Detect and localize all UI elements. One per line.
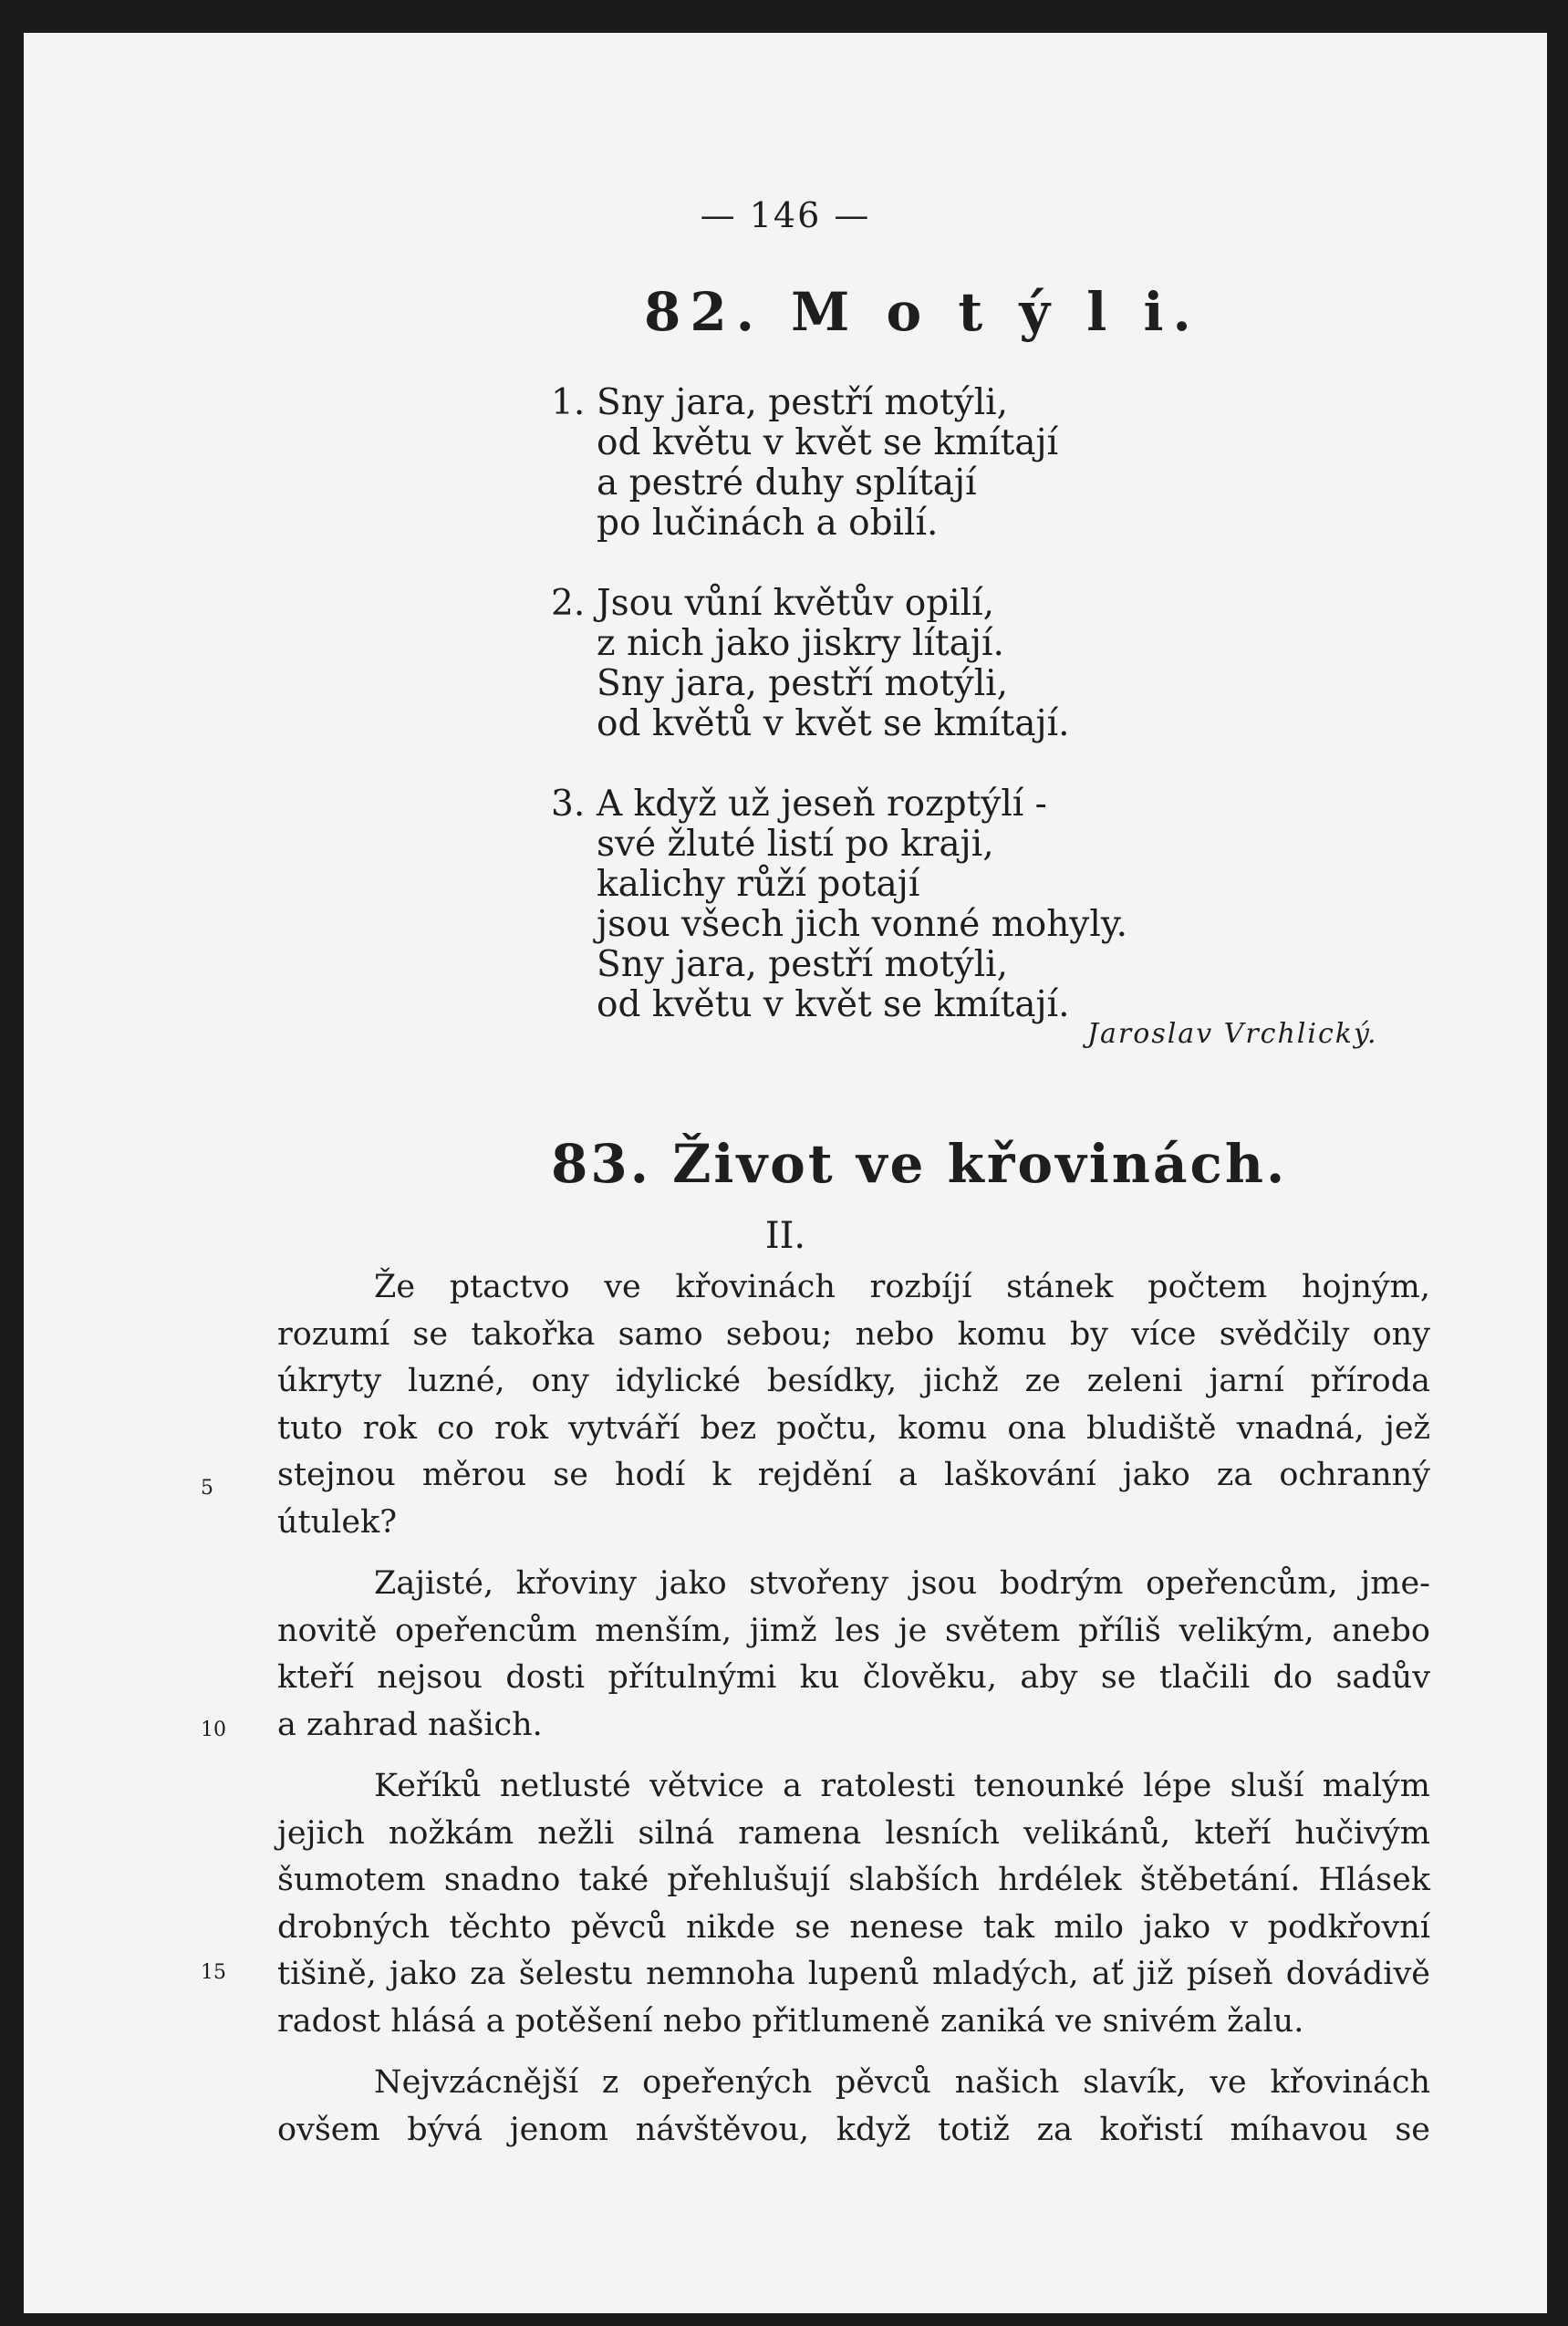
stanza-line: své žluté listí po kraji, [597,824,994,865]
stanza-line: a pestré duhy splítají [597,462,977,504]
paragraph-line: rozumí se takořka samo sebou; nebo komu by více svědčily ony [277,1315,1430,1353]
paragraph-line: drobných těchto pěvců nikde se nenese tak milo jako v podkřovní [277,1908,1430,1946]
stanza-number: 2. [551,583,586,624]
paragraph [277,2060,1430,2154]
poem-stanza-3 [551,784,1127,1025]
paragraph [277,1264,1430,1546]
paragraph-line: Že ptactvo ve křovinách rozbíjí stánek počtem hojným, [374,1269,1430,1305]
stanza-line: od květů v květ se kmítají. [597,703,1070,744]
stanza-line: od květu v květ se kmítají [597,422,1059,463]
stanza-line: po lučinách a obilí. [597,503,939,544]
poem-stanza-1 [551,383,1058,544]
stanza-line: 3. A když už jeseň rozptýlí - [551,784,1047,825]
article-body [277,1264,1430,2154]
page-number: — 146 — [700,195,871,235]
paragraph-line: stejnou měrou se hodí k rejdění a laškování jako za ochranný [277,1457,1430,1493]
stanza-line: z nich jako jiskry lítají. [597,623,1004,664]
paragraph-line: radost hlásá a potěšení nebo přitlumeně zaniká ve snivém žalu. [277,2002,1304,2040]
poem-stanza-2 [551,584,1069,744]
article-title: 83. Život ve křovinách. [551,1133,1288,1195]
margin-line-number: 10 [201,1719,226,1741]
article-subtitle: II. [764,1215,806,1257]
stanza-line: 1. Sny jara, pestří motýli, [551,382,1009,423]
poem-author: Jaroslav Vrchlický. [1087,1018,1378,1050]
paragraph-line: novitě opeřencům menším, jimž les je světem příliš velikým, anebo [277,1612,1430,1649]
paragraph-line: a zahrad našich. [277,1706,543,1743]
stanza-line: jsou všech jich vonné mohyly. [597,904,1128,945]
paragraph-line: Zajisté, křoviny jako stvořeny jsou bodrým opeřencům, jme- [374,1565,1430,1602]
paragraph [277,1561,1430,1749]
stanza-line: Sny jara, pestří motýli, [597,663,1009,704]
paragraph-line: tuto rok co rok vytváří bez počtu, komu ona bludiště vnadná, jež [277,1409,1430,1447]
paragraph-line: Keříků netlusté větvice a ratolesti tenounké lépe sluší malým [374,1768,1430,1804]
stanza-number: 1. [551,382,586,423]
stanza-line: Sny jara, pestří motýli, [597,944,1009,985]
paragraph [277,1763,1430,2045]
margin-line-number: 5 [201,1477,213,1500]
stanza-number: 3. [551,784,586,825]
paragraph-line: jejich nožkám nežli silná ramena lesních velikánů, kteří hučivým [277,1814,1430,1852]
stanza-line: 2. Jsou vůní květův opilí, [551,583,995,624]
paragraph-line: tišině, jako za šelestu nemnoha lupenů mladých, ať již píseň dovádivě [277,1956,1430,1992]
paragraph-line: Nejvzácnější z opeřených pěvců našich slavík, ve křovinách [374,2064,1430,2101]
paragraph-line: kteří nejsou dosti přítulnými ku člověku, aby se tlačili do sadův [277,1659,1430,1696]
poem-title: 82. M o t ý l i. [644,281,1200,343]
stanza-line: kalichy růží potají [597,864,920,905]
paragraph-line: útulek? [277,1503,398,1541]
stanza-line: od květu v květ se kmítají. [597,984,1070,1025]
paragraph-line: šumotem snadno také přehlušují slabších hrdélek štěbetání. Hlásek [277,1862,1430,1898]
book-page [24,33,1547,2313]
paragraph-line: úkryty luzné, ony idylické besídky, jichž ze zeleni jarní příroda [277,1363,1430,1399]
margin-line-number: 15 [201,1961,226,1984]
paragraph-line: ovšem bývá jenom návštěvou, když totiž za kořistí míhavou se [277,2111,1430,2148]
